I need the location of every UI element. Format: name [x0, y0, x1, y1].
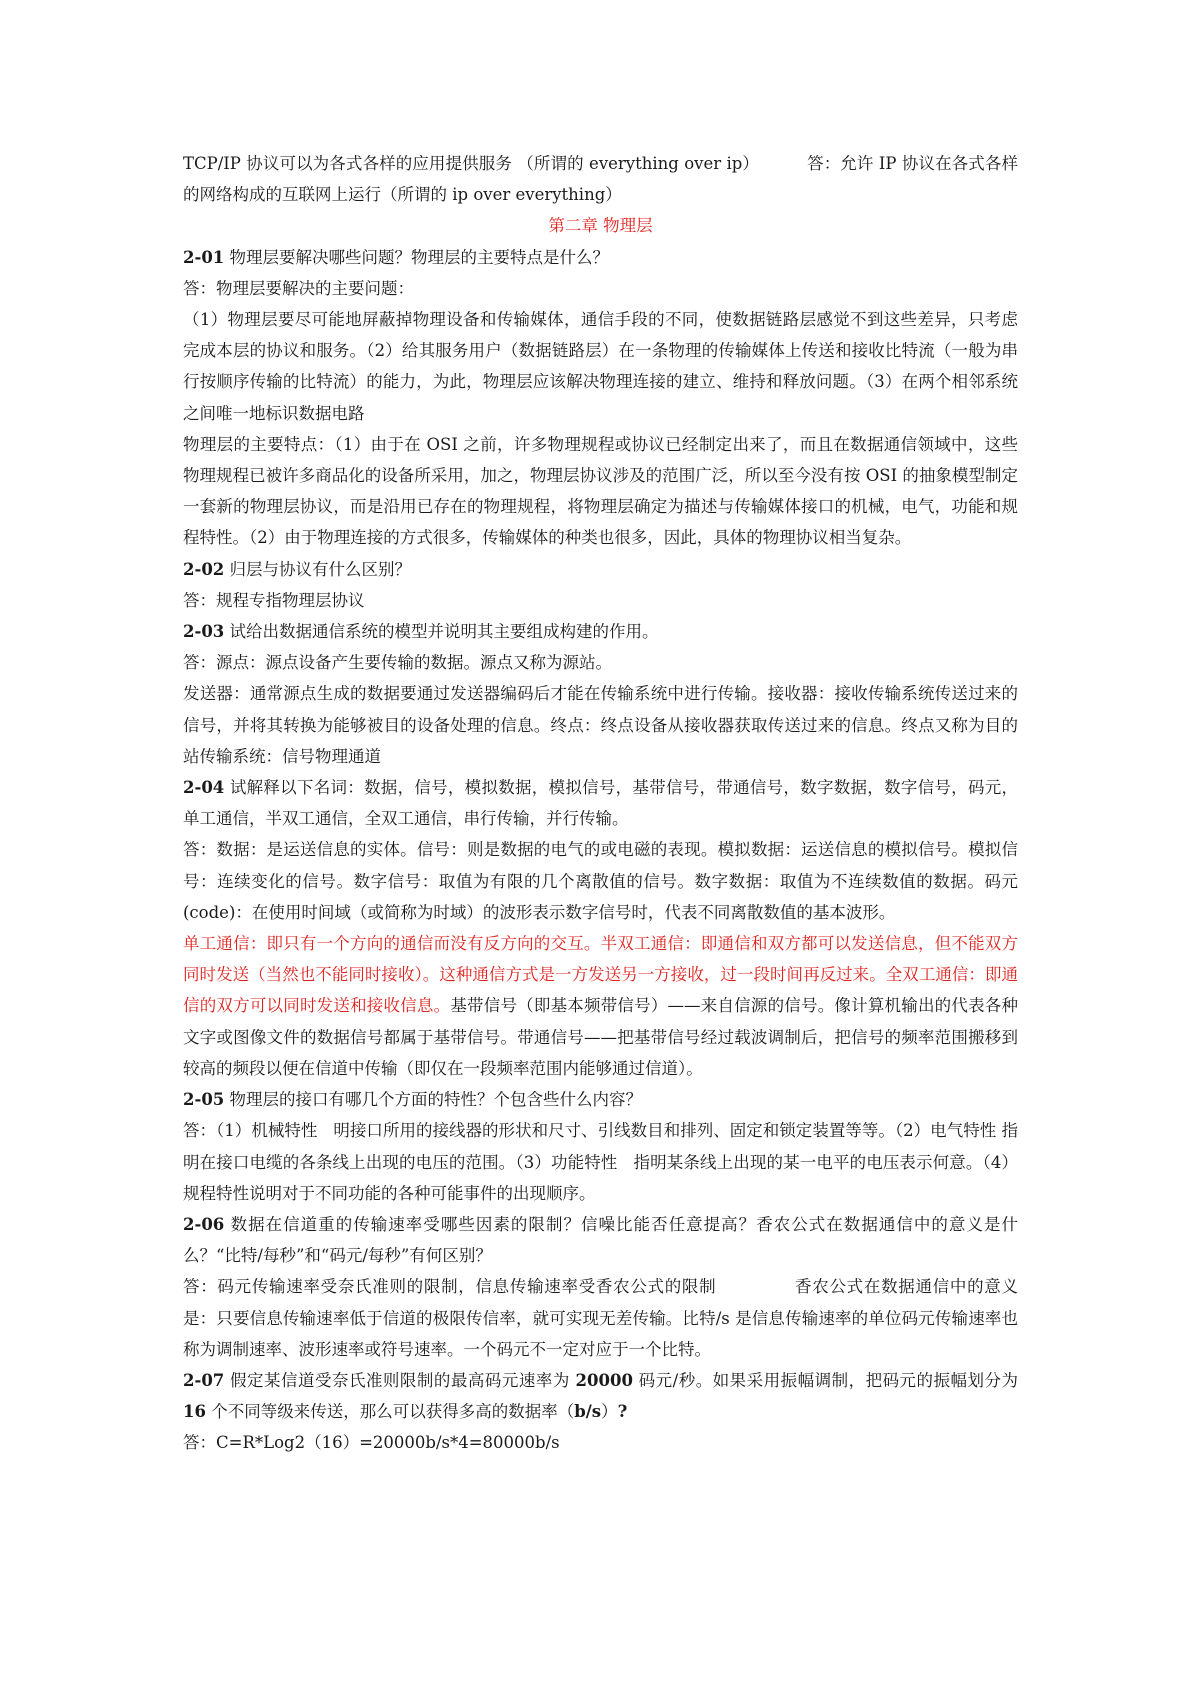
chapter-title: 第二章 物理层	[548, 216, 653, 236]
question-text: ）	[601, 1402, 618, 1422]
question-number: 2-01	[183, 247, 225, 267]
question-number: 2-05	[183, 1090, 225, 1110]
answer-part: 指明某条线上出现的某一电平的电压表示何意。（4）规程特性说明对于不同功能的各种可能事件的出现顺序。	[183, 1152, 1019, 1203]
question-number: 2-02	[183, 559, 225, 579]
question-2-02	[183, 554, 1018, 585]
question-text: 假定某信道受奈氏准则限制的最高码元速率为	[224, 1370, 576, 1390]
question-number: 2-06	[183, 1214, 225, 1234]
question-mark: ?	[617, 1402, 628, 1422]
question-text: 归层与协议有什么区别？	[224, 559, 412, 579]
question-2-07	[183, 1365, 1018, 1427]
question-2-01	[183, 242, 1018, 273]
symbol-rate-value: 20000	[575, 1370, 633, 1390]
question-number: 2-04	[183, 778, 225, 798]
question-text: 物理层的接口有哪几个方面的特性？个包含些什么内容？	[224, 1090, 643, 1110]
question-text: 试解释以下名词：数据，信号，模拟数据，模拟信号，基带信号，带通信号，数字数据，数字信号，码元，单工通信，半双工通信，全双工通信，串行传输，并行传输。	[183, 778, 1018, 829]
question-number: 2-07	[183, 1370, 225, 1390]
question-2-05	[183, 1084, 1018, 1115]
intro-paragraph	[183, 148, 1018, 210]
answer-2-06	[183, 1271, 1018, 1365]
level-count-value: 16	[183, 1402, 206, 1422]
question-2-04	[183, 772, 1018, 834]
question-2-06	[183, 1209, 1018, 1271]
answer-2-02: 答：规程专指物理层协议	[183, 590, 365, 610]
question-text: 个不同等级来传送，那么可以获得多高的数据率（	[205, 1402, 575, 1422]
highlighted-definitions: 单工通信：即只有一个方向的通信而没有反方向的交互。半双工通信：即通信和双方都可以发送信息，但不能双方同时发送（当然也不能同时接收）。这种通信方式是一方发送另一方接收，过一段时间再反过来。全双工通信：即通信的双方可以同时发送和接收信息。	[183, 934, 1018, 1016]
answer-2-07: 答：C=R*Log2（16）=20000b/s*4=80000b/s	[183, 1433, 560, 1453]
question-2-03	[183, 616, 1018, 647]
answer-2-03-source: 答：源点：源点设备产生要传输的数据。源点又称为源站。	[183, 653, 612, 673]
answer-2-01-problems: （1）物理层要尽可能地屏蔽掉物理设备和传输媒体，通信手段的不同，使数据链路层感觉不到这些差异，只考虑完成本层的协议和服务。（2）给其服务用户（数据链路层）在一条物理的传输媒体上传送和接收比特流（一般为串行按顺序传输的比特流）的能力，为此，物理层应该解决物理连接的建立、维持和释放问题。（3）在两个相邻系统之间唯一地标识数据电路	[183, 310, 1018, 423]
answer-2-01-intro: 答：物理层要解决的主要问题：	[183, 278, 414, 298]
answer-2-04-definitions: 答：数据：是运送信息的实体。信号：则是数据的电气的或电磁的表现。模拟数据：运送信息的模拟信号。模拟信号：连续变化的信号。数字信号：取值为有限的几个离散值的信号。数字数据：取值为不连续数值的数据。码元(code)：在使用时间域（或简称为时域）的波形表示数字信号时，代表不同离散数值的基本波形。	[183, 840, 1018, 922]
question-text: 数据在信道重的传输速率受哪些因素的限制？信噪比能否任意提高？香农公式在数据通信中的意义是什么？“比特/每秒”和“码元/每秒”有何区别？	[183, 1214, 1018, 1266]
answer-2-01-features: 物理层的主要特点：（1）由于在 OSI 之前，许多物理规程或协议已经制定出来了，而且在数据通信领域中，这些物理规程已被许多商品化的设备所采用，加之，物理层协议涉及的范围广泛，所以至今没有按 OSI 的抽象模型制定一套新的物理层协议，而是沿用已存在的物理规程，将物理层确定为描述与传输媒体接口的机械，电气，功能和规程特性。（2）由于物理连接的方式很多，传输媒体的种类也很多，因此，具体的物理协议相当复杂。	[183, 434, 1018, 548]
answer-2-04-communication	[183, 928, 1018, 1084]
document-body	[183, 148, 1018, 1459]
question-text: 码元/秒。如果采用振幅调制，把码元的振幅划分为	[632, 1370, 1018, 1390]
answer-part: 明接口所用的接线器的形状和尺寸、引线数目和排列、固定和锁定装置等等。（2）电气特性 指明在接口电缆的各条线上出现的电压的范围。（3）功能特性	[183, 1121, 1019, 1172]
question-text: 物理层要解决哪些问题？物理层的主要特点是什么？	[224, 247, 610, 267]
question-text: 试给出数据通信系统的模型并说明其主要组成构建的作用。	[224, 622, 659, 642]
answer-2-03-components: 发送器：通常源点生成的数据要通过发送器编码后才能在传输系统中进行传输。接收器：接收传输系统传送过来的信号，并将其转换为能够被目的设备处理的信息。终点：终点设备从接收器获取传送过来的信息。终点又称为目的站传输系统：信号物理通道	[183, 684, 1018, 766]
signal-definitions: 基带信号（即基本频带信号）——来自信源的信号。像计算机输出的代表各种文字或图像文件的数据信号都属于基带信号。带通信号——把基带信号经过载波调制后，把信号的频率范围搬移到较高的频段以便在信道中传输（即仅在一段频率范围内能够通过信道）。	[183, 996, 1019, 1078]
question-number: 2-03	[183, 622, 225, 642]
intro-statement: TCP/IP 协议可以为各式各样的应用提供服务 （所谓的 everything over ip）	[183, 154, 760, 173]
answer-part: 香农公式在数据通信中的意义是：只要信息传输速率低于信道的极限传信率，就可实现无差传输。比特/s 是信息传输速率的单位码元传输速率也称为调制速率、波形速率或符号速率。一个码元不一定对应于一个比特。	[183, 1277, 1019, 1359]
answer-part: 答：码元传输速率受奈氏准则的限制，信息传输速率受香农公式的限制	[183, 1277, 717, 1297]
intro-answer: 答：允许 IP 协议在各式各样的网络构成的互联网上运行（所谓的 ip over everything）	[183, 154, 1018, 205]
unit-text: b/s	[574, 1402, 602, 1422]
answer-part: 答：（1）机械特性	[183, 1121, 318, 1141]
answer-2-05	[183, 1115, 1018, 1209]
